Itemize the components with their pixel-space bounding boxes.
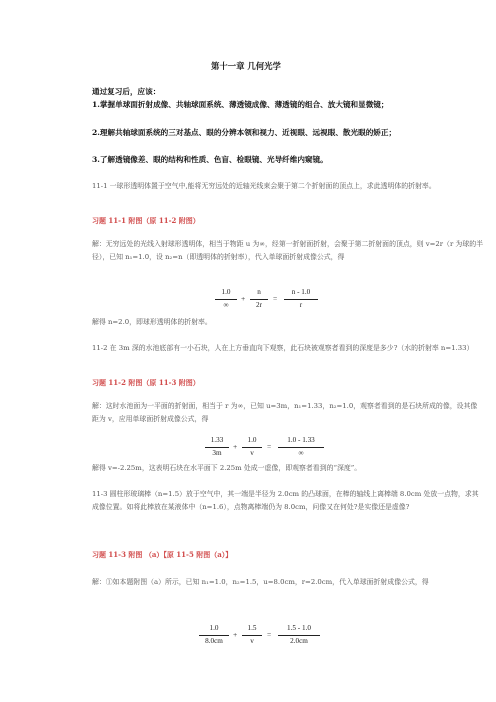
fraction xyxy=(214,288,238,312)
denominator: 8.0cm xyxy=(205,637,223,645)
numerator: 1.0 xyxy=(247,436,257,444)
equals-sign: = xyxy=(273,294,278,303)
numerator: 1.0 - 1.33 xyxy=(287,436,315,444)
numerator: 1.0 xyxy=(221,288,231,296)
denominator: ∞ xyxy=(298,449,304,457)
fraction-bar xyxy=(205,447,229,448)
fraction xyxy=(277,624,321,648)
denominator: v xyxy=(250,449,254,457)
fraction-bar xyxy=(284,299,318,300)
objective-2: 2.理解共轴球面系统的三对基点、眼的分辨本领和视力、近视眼、远视眼、散光眼的矫正； xyxy=(92,128,397,137)
objective-1: 1.掌握单球面折射成像、共轴球面系统、薄透镜成像、薄透镜的组合、放大镜和显微镜； xyxy=(92,100,389,109)
fraction-bar xyxy=(278,635,320,636)
fraction xyxy=(241,624,263,648)
numerator: 1.0 xyxy=(209,624,219,632)
plus-sign: + xyxy=(233,630,238,639)
fraction xyxy=(198,624,230,648)
problem-11-1-question: 11-1 一球形透明体置于空气中,能将无穷远处的近轴光线束会聚于第二个折射面的顶点上，求此透明体的折射率。 xyxy=(92,182,436,190)
numerator: 1.33 xyxy=(210,436,224,444)
problem-11-3-question: 11-3 圆柱形玻璃棒（n=1.5）放于空气中，其一端是半径为 2.0cm 的凸球面，在棒的轴线上离棒端 8.0cm 处放一点物，求其成像位置。如将此棒放在某液体中（n=1.6），点物离棒端仍为 8.0cm，问像又在何处?是实像还是虚像? xyxy=(92,490,479,511)
equals-sign: = xyxy=(267,630,272,639)
plus-sign: + xyxy=(233,442,238,451)
denominator: ∞ xyxy=(223,301,229,309)
denominator: 3m xyxy=(212,449,222,457)
denominator: v xyxy=(250,637,254,645)
equals-sign: = xyxy=(267,442,272,451)
problem-11-3-figure-label: 习题 11-3 附图 （a）【原 11-5 附图（a）】 xyxy=(92,550,233,559)
fraction xyxy=(241,436,263,460)
plus-sign: + xyxy=(241,294,246,303)
denominator: 2.0cm xyxy=(290,637,308,645)
problem-11-2-conclusion: 解得 v=-2.25m，这表明石块在水平面下 2.25m 处成一虚像，即观察者看到的“深度”。 xyxy=(92,464,362,472)
numerator: 1.5 - 1.0 xyxy=(287,624,311,632)
problem-11-1-figure-label: 习题 11-1 附图（原 11-2 附图） xyxy=(92,216,200,225)
numerator: n - 1.0 xyxy=(291,288,311,296)
problem-11-2-solution: 解：这时水池面为一平面的折射面，相当于 r 为∞，已知 u=3m，n₁=1.33，n₂=1.0，观察者看到的是石块所成的像，设其像距为 v，应用单球面折射成像公式，得 xyxy=(92,402,478,423)
problem-11-2-question: 11-2 在 3m 深的水池底部有一小石块，人在上方垂直向下观察，此石块被观察者看到的深度是多少?（水的折射率 n=1.33） xyxy=(92,344,474,352)
problem-11-3-solution: 解：①如本题附图（a）所示，已知 n₁=1.0，n₂=1.5，u=8.0cm，r=2.0cm，代入单球面折射成像公式，得 xyxy=(92,578,429,586)
numerator: n xyxy=(257,288,261,296)
numerator: 1.5 xyxy=(247,624,257,632)
fraction xyxy=(204,436,230,460)
chapter-title: 第十一章 几何光学 xyxy=(211,61,281,71)
fraction xyxy=(249,288,269,312)
fraction-bar xyxy=(250,299,268,300)
fraction-bar xyxy=(199,635,229,636)
fraction-bar xyxy=(242,635,262,636)
fraction-bar xyxy=(278,447,324,448)
fraction xyxy=(277,436,325,460)
denominator: r xyxy=(299,301,303,309)
objective-3: 3.了解透镜像差、眼的结构和性质、色盲、检眼镜、光导纤维内窥镜。 xyxy=(92,155,328,164)
goal-heading: 通过复习后，应该： xyxy=(92,87,161,96)
fraction xyxy=(283,288,319,312)
fraction-bar xyxy=(215,299,237,300)
fraction-bar xyxy=(242,447,262,448)
denominator: 2r xyxy=(256,301,262,309)
problem-11-2-figure-label: 习题 11-2 附图（原 11-3 附图） xyxy=(92,378,200,387)
problem-11-1-conclusion: 解得 n=2.0，即球形透明体的折射率。 xyxy=(92,318,212,326)
problem-11-1-solution: 解：无穷远处的光线入射球形透明体，相当于物距 u 为∞，经第一折射面折射，会聚于第二折射面的顶点，则 v=2r（r 为球的半径），已知 n₁=1.0，设 n₂=n（即透明体的折射率），代入单球面折射成像公式，得 xyxy=(92,240,483,261)
